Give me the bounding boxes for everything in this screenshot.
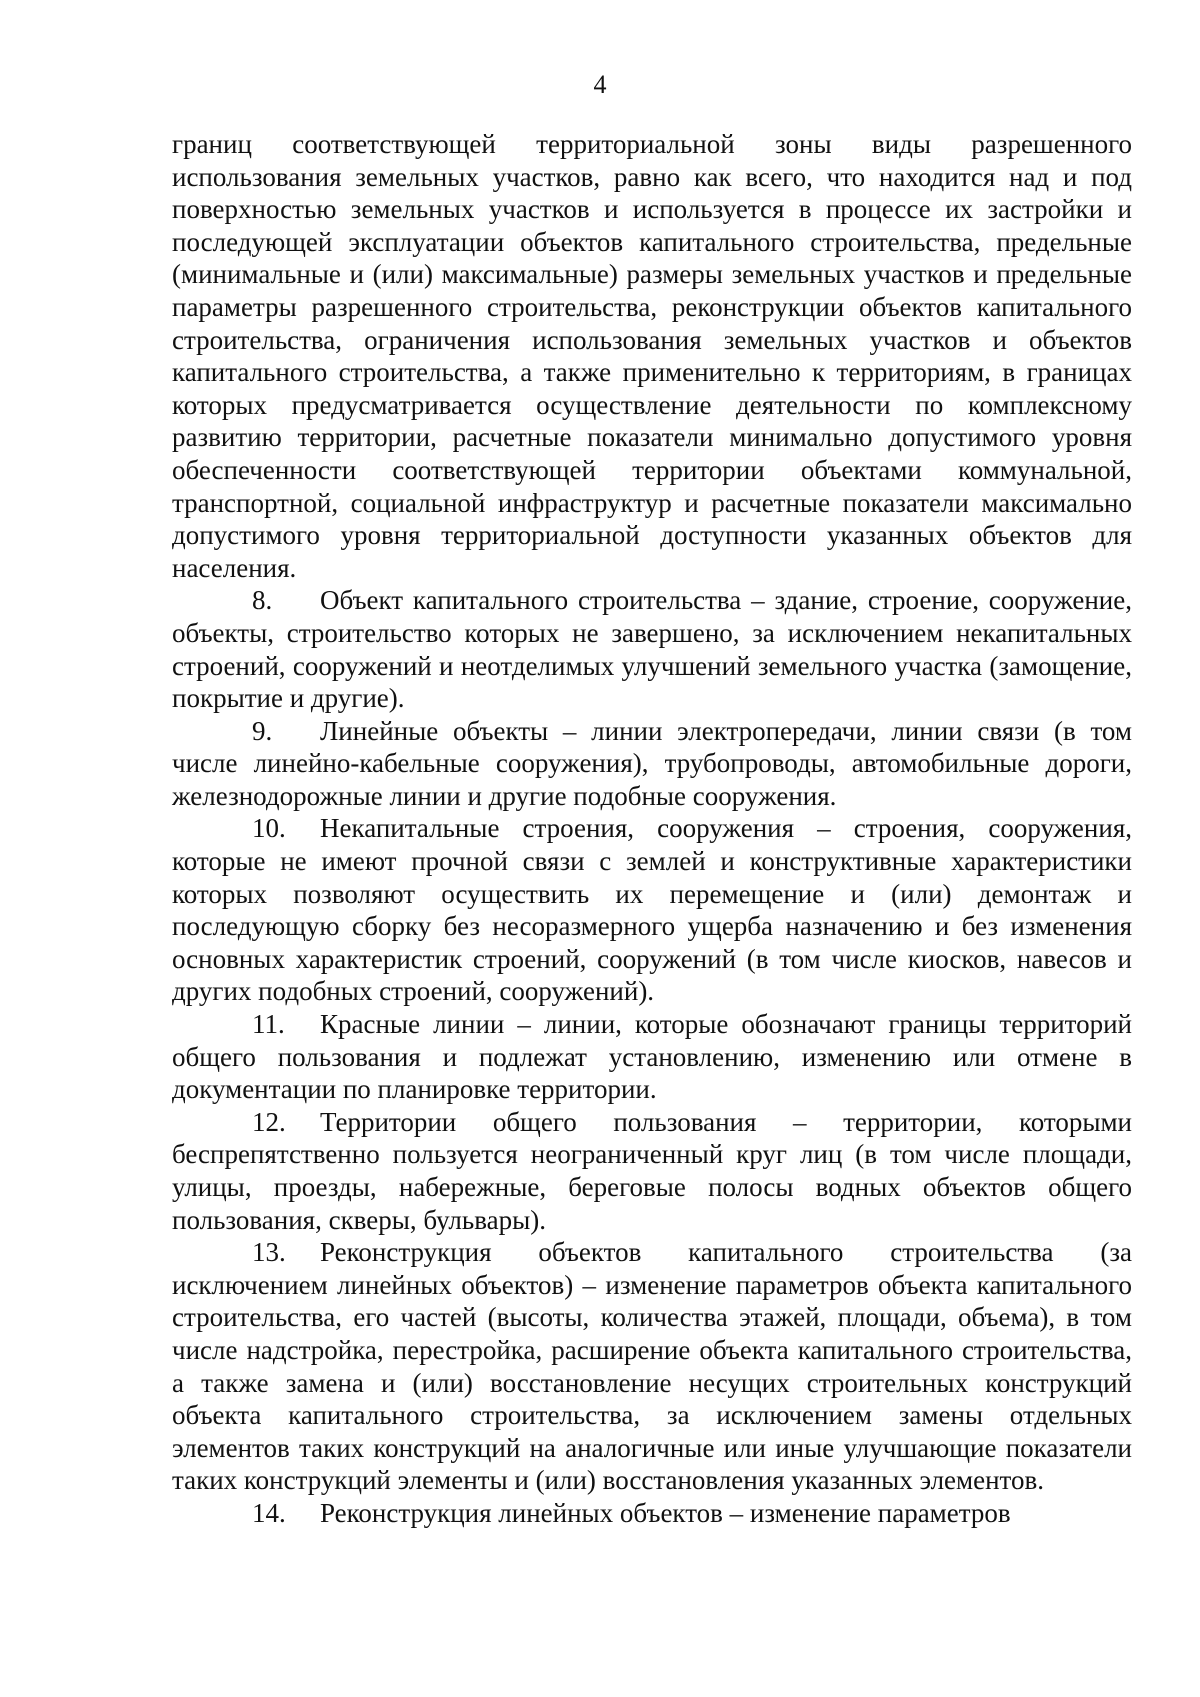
paragraph-item-11 bbox=[172, 1008, 1132, 1106]
paragraph-item-12 bbox=[172, 1106, 1132, 1236]
paragraph-number: 11. bbox=[252, 1009, 285, 1040]
paragraph-text: Объект капитального строительства – здание, строение, сооружение, объекты, строительство которых не завершено, за исключением некапитальных строений, сооружений и неотделимых улучшений земельного участка (замощение, покрытие и другие). bbox=[172, 585, 1132, 714]
paragraph-text: Территории общего пользования – территории, которыми беспрепятственно пользуется неограниченный круг лиц (в том числе площади, улицы, проезды, набережные, береговые полосы водных объектов общего пользования, скверы, бульвары). bbox=[172, 1106, 1132, 1235]
paragraph-item-9 bbox=[172, 715, 1132, 813]
paragraph-text: Некапитальные строения, сооружения – строения, сооружения, которые не имеют прочной связи с землей и конструктивные характеристики которых позволяют осуществить их перемещение и (или) демонтаж и последующую сборку без несоразмерного ущерба назначению и без изменения основных характеристик строений, сооружений (в том числе киосков, навесов и других подобных строений, сооружений). bbox=[172, 813, 1132, 1007]
paragraph-text: Реконструкция линейных объектов – изменение параметров bbox=[320, 1497, 1011, 1528]
paragraph-item-14 bbox=[172, 1497, 1132, 1530]
paragraph-number: 14. bbox=[252, 1497, 286, 1528]
paragraph-item-13 bbox=[172, 1236, 1132, 1497]
paragraph-continuation bbox=[172, 128, 1132, 584]
paragraph-text: Линейные объекты – линии электропередачи, линии связи (в том числе линейно-кабельные сооружения), трубопроводы, автомобильные дороги, железнодорожные линии и другие подобные сооружения. bbox=[172, 715, 1132, 811]
paragraph-number: 10. bbox=[252, 813, 286, 844]
paragraph-number: 12. bbox=[252, 1106, 286, 1137]
paragraph-item-8 bbox=[172, 584, 1132, 714]
paragraph-number: 9. bbox=[252, 715, 273, 746]
page-number: 4 bbox=[593, 70, 607, 99]
paragraph-text: границ соответствующей территориальной зоны виды разрешенного использования земельных участков, равно как всего, что находится над и под поверхностью земельных участков и используется в процессе их застройки и последующей эксплуатации объектов капитального строительства, предельные (минимальные и (или) максимальные) размеры земельных участков и предельные параметры разрешенного строительства, реконструкции объектов капитального строительства, ограничения использования земельных участков и объектов капитального строительства, а также применительно к территориям, в границах которых предусматривается осуществление деятельности по комплексному развитию территории, расчетные показатели минимально допустимого уровня обеспеченности соответствующей территории объектами коммунальной, транспортной, социальной инфраструктур и расчетные показатели максимально допустимого уровня территориальной доступности указанных объектов для населения. bbox=[172, 129, 1132, 583]
paragraph-number: 8. bbox=[252, 585, 273, 616]
paragraph-text: Красные линии – линии, которые обозначают границы территорий общего пользования и подлежат установлению, изменению или отмене в документации по планировке территории. bbox=[172, 1009, 1132, 1105]
paragraph-text: Реконструкция объектов капитального строительства (за исключением линейных объектов) – изменение параметров объекта капитального строительства, его частей (высоты, количества этажей, площади, объема), в том числе надстройка, перестройка, расширение объекта капитального строительства, а также замена и (или) восстановление несущих строительных конструкций объекта капитального строительства, за исключением замены отдельных элементов таких конструкций на аналогичные или иные улучшающие показатели таких конструкций элементы и (или) восстановления указанных элементов. bbox=[172, 1237, 1132, 1496]
document-body bbox=[172, 128, 1132, 1530]
paragraph-item-10 bbox=[172, 812, 1132, 1008]
paragraph-number: 13. bbox=[252, 1237, 286, 1268]
